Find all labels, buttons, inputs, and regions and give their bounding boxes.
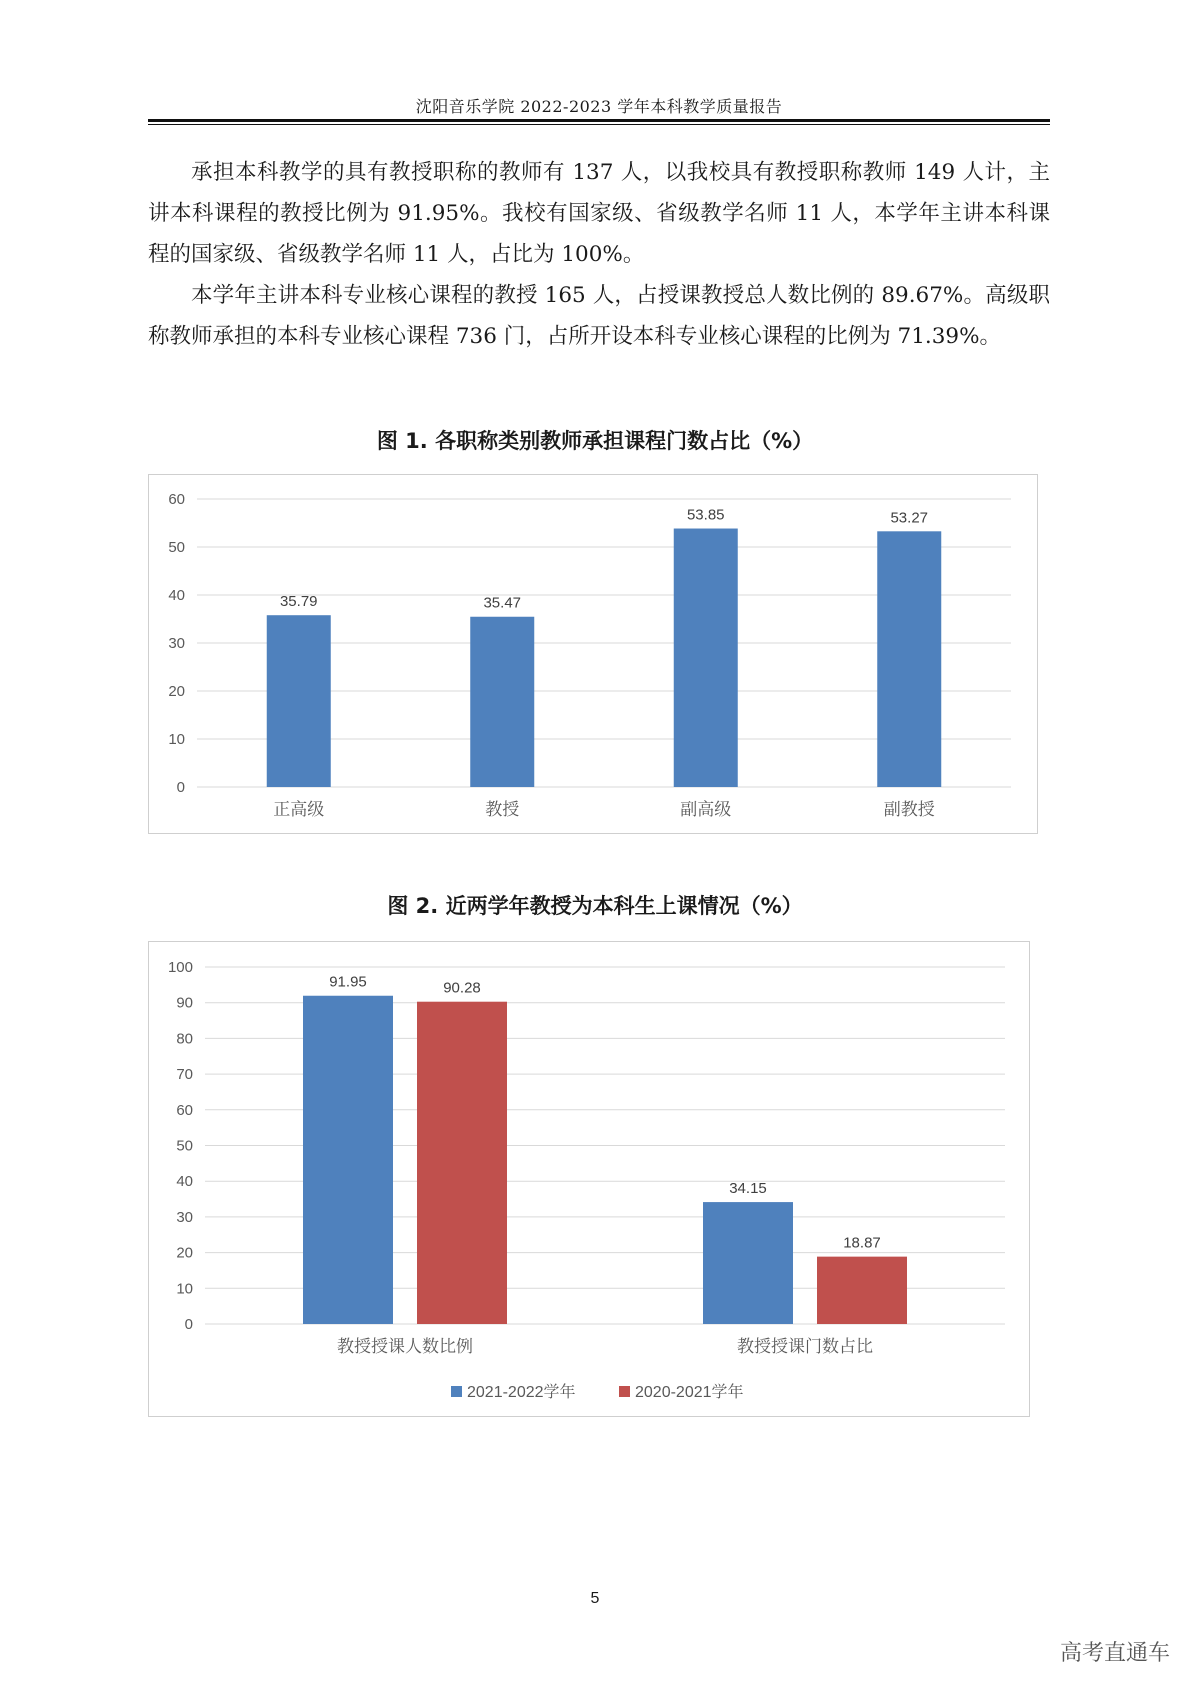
y-tick-label: 100 — [167, 959, 193, 976]
y-tick-label: 60 — [176, 1101, 193, 1119]
bar — [470, 617, 534, 787]
y-tick-label: 60 — [168, 491, 185, 508]
y-tick-label: 0 — [184, 1316, 193, 1333]
y-tick-label: 0 — [176, 779, 185, 796]
data-label: 34.15 — [729, 1180, 767, 1198]
y-tick-label: 90 — [176, 994, 193, 1012]
watermark: 高考直通车 — [1059, 1641, 1170, 1666]
y-tick-label: 10 — [168, 731, 185, 748]
header-rule-thick — [148, 119, 1050, 122]
body-text — [148, 152, 1050, 357]
y-tick-label: 30 — [176, 1208, 193, 1226]
bar — [703, 1202, 793, 1324]
figure2-title: 图 2. 近两学年教授为本科生上课情况（%） — [387, 894, 803, 918]
paragraph: 本学年主讲本科专业核心课程的教授 165 人，占授课教授总人数比例的 89.67%。高级职称教师承担的本科专业核心课程 736 门，占所开设本科专业核心课程的比例为 71.39%。 — [148, 283, 1050, 349]
bar — [267, 615, 331, 787]
y-tick-label: 20 — [176, 1244, 193, 1262]
figure2-svg — [149, 942, 1029, 1416]
y-tick-label: 50 — [168, 539, 185, 556]
y-tick-label: 20 — [168, 683, 185, 700]
data-label: 90.28 — [443, 979, 481, 997]
y-tick-label: 40 — [176, 1173, 193, 1191]
legend-swatch — [451, 1386, 462, 1397]
data-label: 53.27 — [890, 509, 929, 527]
page-number: 5 — [590, 1590, 600, 1607]
bar — [303, 996, 393, 1324]
x-tick-label: 副高级 — [680, 800, 732, 819]
data-label: 53.85 — [686, 506, 725, 524]
figure1-chart — [148, 474, 1038, 834]
bar — [877, 531, 941, 787]
paragraph: 承担本科教学的具有教授职称的教师有 137 人，以我校具有教授职称教师 149 人计，主讲本科课程的教授比例为 91.95%。我校有国家级、省级教学名师 11 人，本学年主讲本科课程的国家级、省级教学名师 11 人，占比为 100%。 — [148, 160, 1050, 267]
y-tick-label: 40 — [168, 587, 185, 604]
y-tick-label: 30 — [168, 635, 185, 652]
figure2-chart — [148, 941, 1030, 1417]
header-rule-thin — [148, 124, 1050, 125]
legend-label: 2020-2021学年 — [635, 1384, 744, 1401]
x-tick-label: 副教授 — [883, 800, 935, 819]
y-tick-label: 80 — [176, 1030, 193, 1048]
y-tick-label: 50 — [176, 1137, 193, 1155]
report-header: 沈阳音乐学院 2022-2023 学年本科教学质量报告 — [415, 97, 783, 116]
figure1-svg — [149, 475, 1037, 833]
data-label: 91.95 — [329, 973, 367, 991]
y-tick-label: 70 — [176, 1066, 193, 1084]
figure1-title: 图 1. 各职称类别教师承担课程门数占比（%） — [376, 429, 814, 453]
x-tick-label: 教授 — [485, 800, 520, 819]
bar — [417, 1002, 507, 1324]
legend-swatch — [619, 1386, 630, 1397]
data-label: 18.87 — [843, 1234, 881, 1252]
x-tick-label: 教授授课人数比例 — [337, 1337, 473, 1356]
data-label: 35.47 — [483, 594, 522, 612]
data-label: 35.79 — [279, 593, 318, 611]
legend-label: 2021-2022学年 — [467, 1384, 576, 1401]
y-tick-label: 10 — [176, 1280, 193, 1298]
bar — [817, 1257, 907, 1324]
bar — [674, 529, 738, 787]
x-tick-label: 教授授课门数占比 — [737, 1337, 873, 1356]
x-tick-label: 正高级 — [273, 800, 325, 819]
